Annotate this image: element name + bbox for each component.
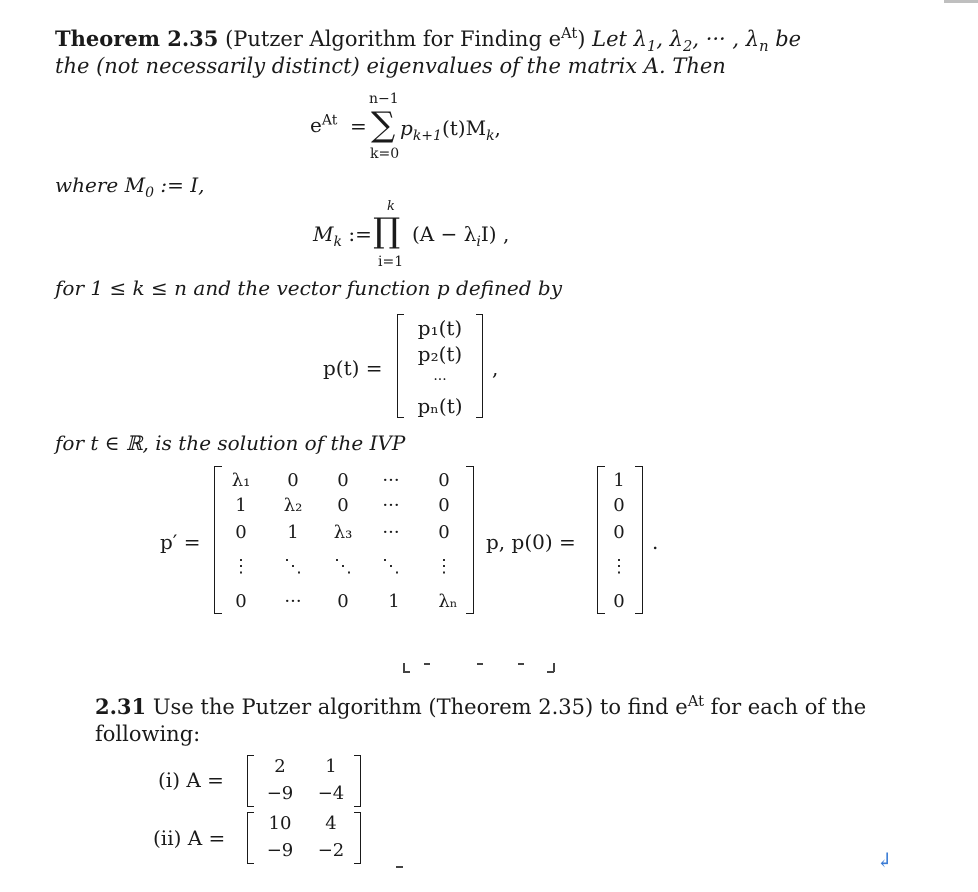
item-i-label: (i) A =: [158, 768, 224, 792]
eq3-comma: ,: [492, 356, 499, 380]
init-cell: 0: [613, 495, 625, 516]
eq2-lhs: $M_k$ :=: [313, 222, 372, 250]
matrix-cell: 1: [235, 495, 247, 516]
item-ii-left-bracket: [247, 812, 254, 864]
item-ii-right-bracket: [354, 812, 361, 864]
eq2-rhs: $(A - \lambda_iI)$ ,: [412, 222, 510, 250]
matrix-cell: ⋱: [334, 556, 352, 577]
item-ii-label: (ii) A =: [153, 826, 226, 850]
eq3-lhs: p(t) =: [323, 356, 383, 380]
eq3-left-bracket: [397, 314, 404, 418]
matrix-cell: λ₃: [333, 522, 353, 543]
item-i-cell: 1: [325, 756, 337, 777]
matrix-cell: 1: [287, 522, 299, 543]
theorem-title: (Putzer Algorithm for Finding $e^{At}$): [225, 25, 586, 51]
eq3-right-bracket: [476, 314, 483, 418]
crop-mark: [403, 671, 410, 673]
matrix-cell: 0: [337, 591, 349, 612]
init-cell: 0: [613, 522, 625, 543]
eq1-lhs: $e^{At}$: [310, 112, 338, 137]
item-i-left-bracket: [247, 755, 254, 807]
eq1-sum-top: n−1: [369, 91, 399, 107]
eq4-period: .: [652, 530, 659, 554]
init-cell: 0: [613, 591, 625, 612]
item-ii-cell: 4: [325, 813, 337, 834]
item-ii-cell: 10: [268, 813, 292, 834]
matrix-cell: 0: [337, 495, 349, 516]
item-i-cell: −9: [266, 783, 294, 804]
init-cell: ⋮: [610, 556, 628, 577]
return-icon[interactable]: ↲: [876, 848, 893, 872]
crop-mark: [424, 663, 430, 665]
matrix-cell: 1: [388, 591, 400, 612]
item-i-cell: −4: [317, 783, 345, 804]
matrix-cell: ⋮: [435, 556, 453, 577]
exercise-line1: 2.31 Use the Putzer algorithm (Theorem 2.35) to find $e^{At}$ for each of the: [95, 693, 867, 719]
where-line: where $M_0$ := I,: [55, 173, 205, 201]
matrix-cell: ⋱: [284, 556, 302, 577]
matrix-cell: 0: [438, 495, 450, 516]
exercise-label: 2.31: [95, 694, 147, 719]
item-i-right-bracket: [354, 755, 361, 807]
matrix-cell: 0: [235, 522, 247, 543]
matrix-cell: ···: [382, 495, 400, 516]
matrix-cell: ···: [382, 470, 400, 491]
matrix-cell: ···: [382, 522, 400, 543]
sum-symbol: ∑: [371, 105, 396, 145]
p-entry: ···: [433, 372, 447, 388]
item-ii-cell: −2: [317, 840, 345, 861]
p-entry: p₂(t): [417, 342, 463, 366]
matrix-cell: ···: [284, 591, 302, 612]
matrix-cell: 0: [337, 470, 349, 491]
crop-mark: [518, 663, 524, 665]
matrix-cell: 0: [287, 470, 299, 491]
crop-mark: [477, 663, 483, 665]
matrix-cell: ⋮: [232, 556, 250, 577]
p-entry: pₙ(t): [417, 394, 463, 418]
crop-mark: [396, 866, 403, 868]
theorem-header: [55, 25, 802, 56]
init-cell: 1: [613, 470, 625, 491]
eq4-lhs: p′ =: [160, 530, 201, 554]
matrix-cell: 0: [235, 591, 247, 612]
eq2-prod-top: k: [387, 199, 395, 214]
matrix-cell: λₙ: [438, 591, 458, 612]
for-line: for 1 ≤ k ≤ n and the vector function p defined by: [55, 276, 562, 300]
p-entry: p₁(t): [417, 316, 463, 340]
matrix-cell: λ₁: [231, 470, 251, 491]
ivp-line: for t ∈ ℝ, is the solution of the IVP: [55, 431, 406, 455]
eq2-prod-bottom: i=1: [378, 254, 404, 270]
eq1-equals: =: [350, 114, 367, 138]
theorem-intro: Let $\lambda_1$, $\lambda_2$, ··· , $\lambda_n$ be: [592, 27, 802, 56]
matrix-cell: 0: [438, 470, 450, 491]
matrix-cell: 0: [438, 522, 450, 543]
item-ii-cell: −9: [266, 840, 294, 861]
eq4-mid: p, p(0) =: [486, 530, 576, 554]
matrix-cell: λ₂: [283, 495, 303, 516]
matrix-cell: ⋱: [382, 556, 400, 577]
theorem-line2: the (not necessarily distinct) eigenvalues of the matrix A. Then: [55, 54, 726, 78]
eq1-sum-bottom: k=0: [370, 146, 400, 162]
theorem-label: Theorem 2.35: [55, 26, 219, 51]
eq1-rhs: $p_{k+1}(t)M_k$,: [400, 116, 501, 144]
top-edge-bar: [944, 0, 978, 3]
product-symbol: ∏: [373, 211, 401, 251]
crop-mark: [553, 663, 555, 672]
item-i-cell: 2: [274, 756, 286, 777]
exercise-line2: following:: [95, 722, 201, 746]
